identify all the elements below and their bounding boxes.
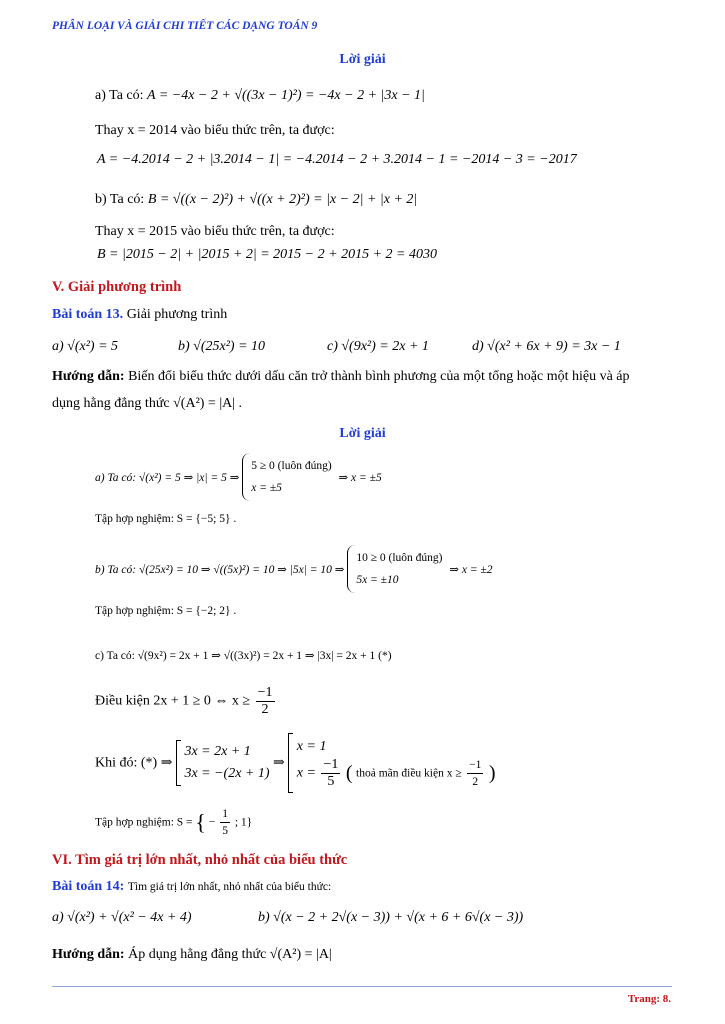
section-v-title: V. Giải phương trình	[52, 279, 182, 295]
sol-c-cond-text: Điều kiện 2x + 1 ≥ 0 ⇔ x ≥	[95, 693, 251, 709]
case-1: 3x = 2x + 1	[184, 744, 251, 759]
sol-b-sys-2: 5x = ±10	[356, 574, 399, 586]
sol-c-set-frac	[220, 806, 230, 839]
problem-14-item-a: a) √(x²) + √(x² − 4x + 4)	[52, 910, 192, 925]
problem-13-hint-2: dụng hằng đẳng thức √(A²) = |A| .	[52, 396, 243, 411]
sol-a-system	[242, 453, 335, 501]
problem-13-hint	[52, 369, 630, 385]
case-bracket	[176, 740, 181, 786]
sol-c-set	[95, 806, 252, 839]
solution-title: Lời giải	[339, 52, 386, 67]
page-header: PHÂN LOẠI VÀ GIẢI CHI TIẾT CÁC DẠNG TOÁN 9	[52, 20, 318, 32]
sol-a-tail: ⇒ x = ±5	[338, 472, 382, 484]
sol-a-set: Tập hợp nghiệm: S = {−5; 5} .	[95, 513, 237, 525]
sol-c-line: c) Ta có: √(9x²) = 2x + 1 ⇒ √((3x)²) = 2x + 1 ⇒ |3x| = 2x + 1 (*)	[95, 650, 392, 662]
sol-c-then	[95, 733, 496, 793]
result-bracket	[288, 733, 293, 793]
sol-b-system	[347, 545, 446, 593]
sol-b-text: b) Ta có: √(25x²) = 10 ⇒ √((5x)²) = 10 ⇒ |5x| = 10 ⇒	[95, 564, 345, 576]
part-a1-sub: Thay x = 2014 vào biểu thức trên, ta được:	[95, 123, 335, 138]
set-den: 5	[222, 825, 228, 837]
res-2-frac	[321, 757, 340, 790]
part-a1-result: A = −4.2014 − 2 + |3.2014 − 1| = −4.2014 − 2 + 3.2014 − 1 = −2014 − 3 = −2017	[97, 152, 577, 167]
problem-14-hint	[52, 947, 332, 963]
problem-14-item-b: b) √(x − 2 + 2√(x − 3)) + √(x + 6 + 6√(x − 3))	[258, 910, 524, 925]
problem-13-item-c: c) √(9x²) = 2x + 1	[327, 339, 429, 354]
problem-13-item-d: d) √(x² + 6x + 9) = 3x − 1	[472, 339, 621, 354]
hint-text: Biến đổi biểu thức dưới dấu căn trở thành bình phương của một tổng hoặc một hiệu và áp	[128, 369, 630, 384]
problem-14-heading	[52, 879, 331, 895]
problem-14-label: Bài toán 14:	[52, 879, 125, 894]
part-b1-result: B = |2015 − 2| + |2015 + 2| = 2015 − 2 + 2015 + 2 = 4030	[97, 247, 437, 262]
part-b1-line	[95, 192, 417, 208]
sol-c-set-tail: ; 1}	[234, 816, 253, 829]
part-a1-line	[95, 88, 425, 104]
page-number: Trang: 8.	[627, 993, 671, 1005]
part-a1-expr: A = −4x − 2 + √((3x − 1)²) = −4x − 2 + |3x − 1|	[147, 88, 425, 103]
hint-14-text: Áp dụng hằng đẳng thức √(A²) = |A|	[128, 947, 332, 962]
problem-13-heading	[52, 307, 227, 323]
sol-c-cond-frac	[256, 685, 275, 718]
sol-a-sys-2: x = ±5	[251, 482, 282, 494]
sol-b-tail: ⇒ x = ±2	[449, 564, 493, 576]
cond-num: −1	[257, 685, 273, 700]
sol-b-line	[95, 545, 493, 593]
note-frac	[467, 757, 483, 790]
res-2	[297, 757, 496, 790]
problem-13-item-a: a) √(x²) = 5	[52, 339, 119, 354]
part-a1-label: a) Ta có:	[95, 88, 144, 103]
sol-b-set: Tập hợp nghiệm: S = {−2; 2} .	[95, 605, 237, 617]
sol-b-sys-1: 10 ≥ 0 (luôn đúng)	[356, 552, 443, 564]
res-1: x = 1	[296, 738, 327, 754]
problem-13-label: Bài toán 13.	[52, 307, 124, 322]
sol-c-condition	[95, 685, 277, 718]
solution-title-2: Lời giải	[339, 426, 386, 441]
hint-label: Hướng dẫn:	[52, 369, 125, 384]
res-2-den: 5	[327, 773, 335, 789]
sol-c-results	[297, 737, 496, 790]
note-num: −1	[467, 757, 483, 774]
paren-close: )	[488, 761, 496, 784]
footer-divider	[52, 986, 672, 987]
problem-14-text: Tìm giá trị lớn nhất, nhỏ nhất của biểu thức:	[127, 881, 332, 893]
note-den: 2	[472, 775, 479, 788]
minus-sign: −	[208, 816, 216, 829]
part-b1-label: b) Ta có:	[95, 192, 145, 207]
brace-open: {	[195, 809, 206, 835]
sol-c-set-pre: Tập hợp nghiệm: S =	[95, 816, 193, 829]
cond-den: 2	[261, 702, 269, 717]
sol-a-text: a) Ta có: √(x²) = 5 ⇒ |x| = 5 ⇒	[95, 472, 240, 484]
hint-14-label: Hướng dẫn:	[52, 947, 125, 962]
res-2-pre: x =	[296, 765, 316, 780]
paren-open: (	[345, 761, 353, 784]
part-b1-expr: B = √((x − 2)²) + √((x + 2)²) = |x − 2| + |x + 2|	[147, 192, 418, 207]
problem-13-item-b: b) √(25x²) = 10	[178, 339, 266, 354]
sol-a-line	[95, 453, 382, 501]
case-2: 3x = −(2x + 1)	[184, 766, 270, 781]
part-b1-sub: Thay x = 2015 vào biểu thức trên, ta được:	[95, 224, 335, 239]
problem-13-text: Giải phương trình	[126, 307, 228, 322]
implies-arrow: ⇒	[273, 755, 285, 771]
section-vi-title: VI. Tìm giá trị lớn nhất, nhỏ nhất của biểu thức	[52, 852, 348, 868]
sol-a-sys-1: 5 ≥ 0 (luôn đúng)	[251, 460, 332, 472]
set-num: 1	[220, 806, 230, 823]
res-2-num: −1	[323, 756, 339, 772]
sol-c-then-text: Khi đó: (*) ⇒	[95, 755, 173, 771]
sol-c-cases	[184, 741, 269, 785]
res-2-note: thoả mãn điều kiện x ≥	[356, 767, 462, 779]
